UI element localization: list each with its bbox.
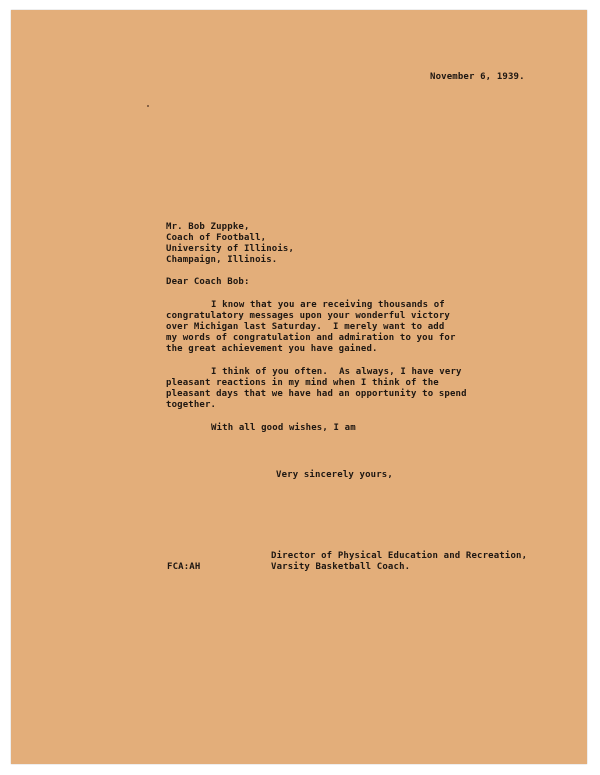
inside-address-line: Champaign, Illinois. — [166, 255, 278, 265]
inside-address-line: University of Illinois, — [166, 244, 295, 254]
paragraph-line: the great achievement you have gained. — [166, 344, 378, 354]
paragraph-line: together. — [166, 400, 217, 410]
paragraph-line: With all good wishes, I am — [211, 423, 356, 433]
signature-block-line: Director of Physical Education and Recreation, — [271, 551, 528, 561]
signature-block-line: Varsity Basketball Coach. — [271, 562, 411, 572]
paragraph-line: over Michigan last Saturday. I merely want to add — [166, 322, 445, 332]
paragraph-line: congratulatory messages upon your wonderful victory — [166, 311, 450, 321]
paragraph-line: my words of congratulation and admiration to you for — [166, 333, 456, 343]
closing: Very sincerely yours, — [276, 470, 393, 480]
letter-page — [11, 10, 587, 764]
inside-address-line: Coach of Football, — [166, 233, 267, 243]
initials: FCA:AH — [167, 562, 201, 572]
inside-address-line: Mr. Bob Zuppke, — [166, 222, 250, 232]
paragraph-line: I think of you often. As always, I have very — [211, 367, 462, 377]
paragraph-line: pleasant reactions in my mind when I think of the — [166, 378, 439, 388]
letter-date: November 6, 1939. — [430, 72, 525, 82]
salutation: Dear Coach Bob: — [166, 277, 250, 287]
paper-speck — [147, 105, 149, 107]
paragraph-line: I know that you are receiving thousands of — [211, 300, 445, 310]
paragraph-line: pleasant days that we have had an opportunity to spend — [166, 389, 467, 399]
